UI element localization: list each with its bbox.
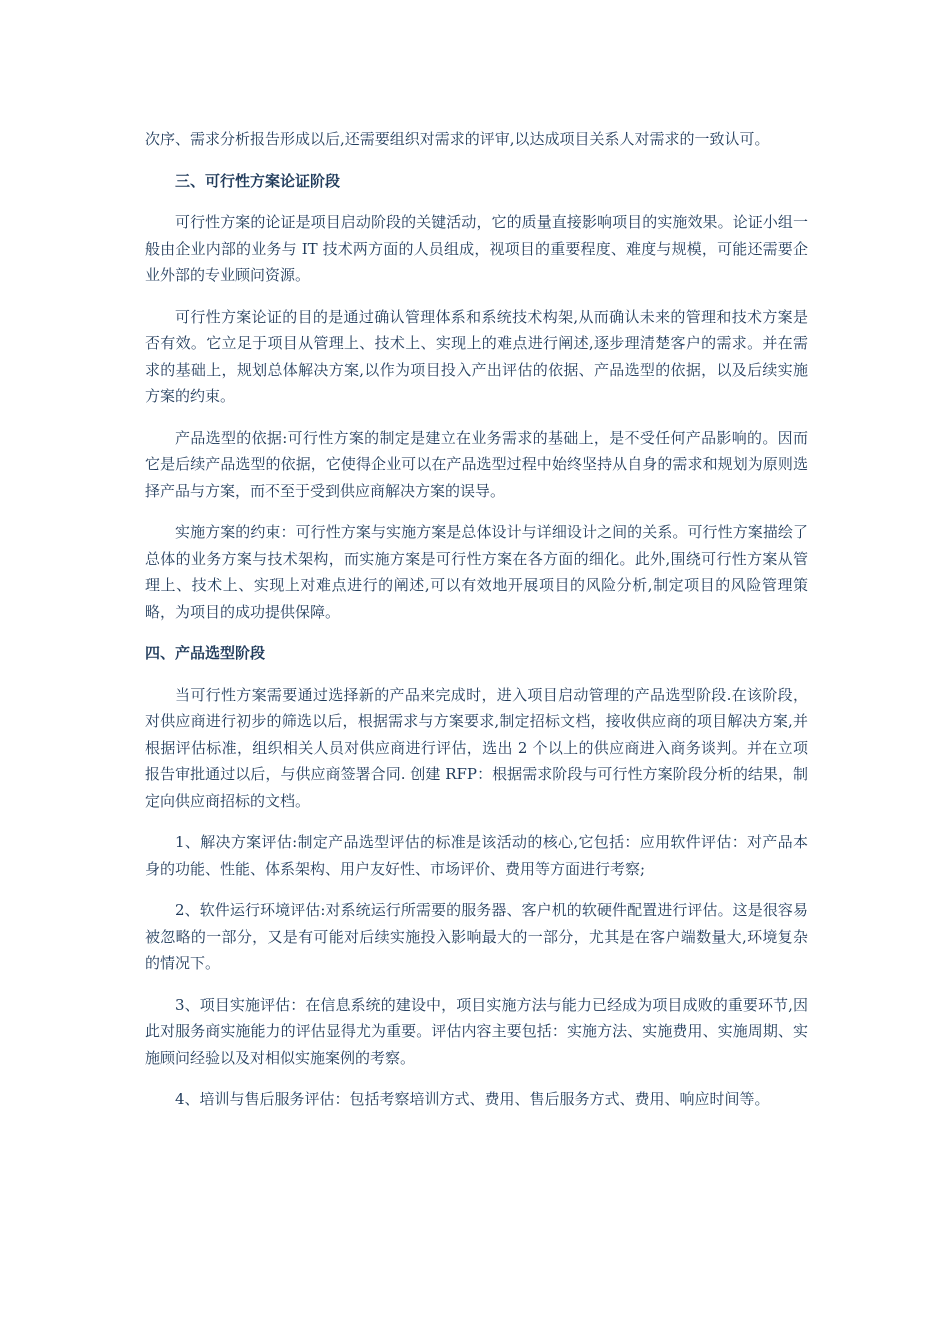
paragraph-runtime-evaluation: 2、软件运行环境评估:对系统运行所需要的服务器、客户机的软硬件配置进行评估。这是很容易被忽略的一部分，又是有可能对后续实施投入影响最大的一部分，尤其是在客户端数量大,环境复杂的情况下。: [145, 901, 808, 972]
paragraph-solution-evaluation: 1、解决方案评估:制定产品选型评估的标准是该活动的核心,它包括：应用软件评估：对产品本身的功能、性能、体系架构、用户友好性、市场评价、费用等方面进行考察;: [145, 833, 808, 878]
paragraph-implementation-evaluation: 3、项目实施评估：在信息系统的建设中，项目实施方法与能力已经成为项目成败的重要环节,因此对服务商实施能力的评估显得尤为重要。评估内容主要包括：实施方法、实施费用、实施周期、实施顾问经验以及对相似实施案例的考察。: [145, 995, 808, 1067]
paragraph-implementation-constraints: 实施方案的约束：可行性方案与实施方案是总体设计与详细设计之间的关系。可行性方案描绘了总体的业务方案与技术架构，而实施方案是可行性方案在各方面的细化。此外,围绕可行性方案从管理上、技术上、实现上对难点进行的阐述,可以有效地开展项目的风险分析,制定项目的风险管理策略，为项目的成功提供保障。: [145, 523, 808, 621]
paragraph-product-selection-basis: 产品选型的依据:可行性方案的制定是建立在业务需求的基础上，是不受任何产品影响的。因而它是后续产品选型的依据，它使得企业可以在产品选型过程中始终坚持从自身的需求和规划为原则选择产品与方案，而不至于受到供应商解决方案的误导。: [145, 428, 808, 500]
paragraph-feasibility-purpose: 可行性方案论证的目的是通过确认管理体系和系统技术构架,从而确认未来的管理和技术方案是否有效。它立足于项目从管理上、技术上、实现上的难点进行阐述,逐步理清楚客户的需求。并在需求的基础上，规划总体解决方案,以作为项目投入产出评估的依据、产品选型的依据，以及后续实施方案的约束。: [145, 307, 808, 405]
paragraph-feasibility-intro: 可行性方案的论证是项目启动阶段的关键活动，它的质量直接影响项目的实施效果。论证小组一般由企业内部的业务与 IT 技术两方面的人员组成，视项目的重要程度、难度与规模，可能还需要企业外部的专业顾问资源。: [145, 213, 808, 284]
paragraph-continuation: 次序、需求分析报告形成以后,还需要组织对需求的评审,以达成项目关系人对需求的一致认可。: [145, 130, 770, 148]
paragraph-product-selection-stage: 当可行性方案需要通过选择新的产品来完成时，进入项目启动管理的产品选型阶段.在该阶段，对供应商进行初步的筛选以后，根据需求与方案要求,制定招标文档，接收供应商的项目解决方案,并根据评估标准，组织相关人员对供应商进行评估，选出 2 个以上的供应商进入商务谈判。并在立项报告审批通过以后，与供应商签署合同. 创建 RFP：根据需求阶段与可行性方案阶段分析的结果，制定向供应商招标的文档。: [145, 685, 808, 810]
section-heading-3: 三、可行性方案论证阶段: [175, 171, 341, 190]
document-body: [145, 126, 808, 1128]
paragraph-training-service-evaluation: 4、培训与售后服务评估：包括考察培训方式、费用、售后服务方式、费用、响应时间等。: [175, 1090, 770, 1108]
section-heading-4: 四、产品选型阶段: [145, 644, 266, 662]
